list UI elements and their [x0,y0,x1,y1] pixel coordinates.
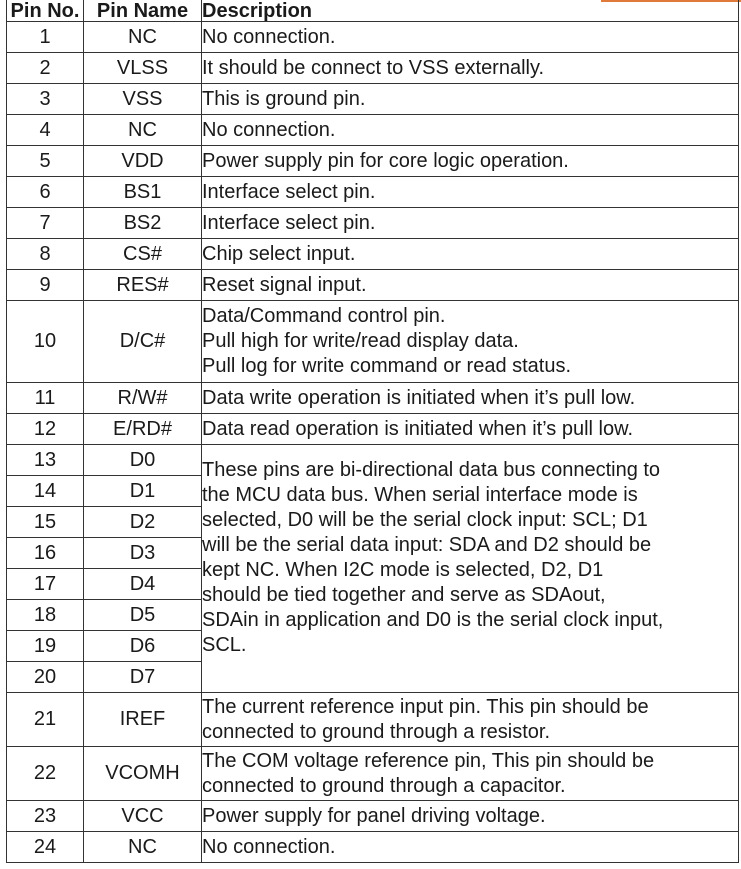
pin-number: 18 [7,600,84,631]
pin-description [202,383,739,414]
pin-name: RES# [84,270,202,301]
header-row [7,0,739,22]
pin-description [202,693,739,747]
pin-name: NC [84,115,202,146]
pin-description [202,747,739,801]
table-row [7,270,739,301]
pin-description [202,832,739,863]
description-line: No connection. [202,25,336,48]
pin-number: 7 [7,208,84,239]
description-line: Chip select input. [202,242,356,265]
description-line: No connection. [202,118,336,141]
pin-number: 21 [7,693,84,747]
pin-number: 22 [7,747,84,801]
pin-name: D0 [84,445,202,476]
description-line: The current reference input pin. This pin should be [202,695,649,718]
pin-description [202,146,739,177]
description-line: Data write operation is initiated when it’s pull low. [202,386,636,409]
description-line: will be the serial data input: SDA and D2 should be [202,533,652,556]
description-line: Power supply pin for core logic operation. [202,149,569,172]
table-row [7,115,739,146]
pin-description [202,177,739,208]
pin-name: VLSS [84,53,202,84]
description-line: These pins are bi-directional data bus connecting to [202,458,661,481]
pin-name: D2 [84,507,202,538]
pin-number: 4 [7,115,84,146]
pin-number: 17 [7,569,84,600]
pin-number: 3 [7,84,84,115]
description-line: Data/Command control pin. [202,305,446,327]
pin-name: VCOMH [84,747,202,801]
pin-number: 5 [7,146,84,177]
pin-description [202,53,739,84]
description-line: Pull log for write command or read status. [202,355,572,377]
pin-description [202,84,739,115]
pin-name: E/RD# [84,414,202,445]
pin-number: 8 [7,239,84,270]
pin-name: D/C# [84,301,202,383]
pin-number: 11 [7,383,84,414]
pin-name: VSS [84,84,202,115]
pin-description [202,115,739,146]
pin-number: 23 [7,801,84,832]
pin-number: 6 [7,177,84,208]
table-row [7,801,739,832]
pin-name: NC [84,832,202,863]
table-row [7,832,739,863]
pin-name: D6 [84,631,202,662]
description-line: selected, D0 will be the serial clock input: SCL; D1 [202,508,648,531]
table-row [7,301,739,383]
description-line: It should be connect to VSS externally. [202,56,545,79]
pin-number: 9 [7,270,84,301]
table-row [7,414,739,445]
description-line: connected to ground through a capacitor. [202,774,566,797]
table-row [7,84,739,115]
description-line: Reset signal input. [202,273,367,296]
pin-name: D7 [84,662,202,693]
pin-description [202,22,739,53]
pin-name: D3 [84,538,202,569]
header-description: Description [202,0,739,22]
description-line: Interface select pin. [202,180,376,203]
description-line: kept NC. When I2C mode is selected, D2, D1 [202,558,604,581]
pin-name: IREF [84,693,202,747]
table-row [7,146,739,177]
pin-description [202,270,739,301]
description-line: Power supply for panel driving voltage. [202,804,546,827]
description-line: The COM voltage reference pin, This pin should be [202,749,655,772]
table-row [7,747,739,801]
pin-description [202,801,739,832]
pin-number: 19 [7,631,84,662]
table-row [7,208,739,239]
pin-number: 1 [7,22,84,53]
table-row [7,693,739,747]
description-line: SCL. [202,633,247,656]
pin-number: 14 [7,476,84,507]
pin-number: 2 [7,53,84,84]
header-pin-name: Pin Name [84,0,202,22]
table-body [7,22,739,863]
description-line: SDAin in application and D0 is the serial clock input, [202,608,664,631]
description-line: No connection. [202,835,336,858]
pin-description [202,208,739,239]
description-line: This is ground pin. [202,87,366,110]
pin-number: 12 [7,414,84,445]
pin-description [202,301,739,383]
pin-name: VDD [84,146,202,177]
pin-description-table [6,0,739,863]
pin-number: 10 [7,301,84,383]
pin-name: BS2 [84,208,202,239]
table-row [7,53,739,84]
table-row [7,239,739,270]
pin-description [202,239,739,270]
pin-description [202,414,739,445]
pin-number: 16 [7,538,84,569]
pin-name: NC [84,22,202,53]
table-row [7,383,739,414]
table-row [7,445,739,476]
pin-number: 24 [7,832,84,863]
description-line: Data read operation is initiated when it’s pull low. [202,417,633,440]
pin-number: 15 [7,507,84,538]
pin-name: R/W# [84,383,202,414]
pin-description [202,445,739,693]
pin-name: D5 [84,600,202,631]
pin-name: D4 [84,569,202,600]
pin-name: CS# [84,239,202,270]
pin-number: 20 [7,662,84,693]
pin-name: D1 [84,476,202,507]
description-line: Interface select pin. [202,211,376,234]
table-row [7,22,739,53]
description-line: connected to ground through a resistor. [202,720,551,743]
pin-name: BS1 [84,177,202,208]
table-row [7,177,739,208]
pin-name: VCC [84,801,202,832]
header-pin-no: Pin No. [7,0,84,22]
pin-number: 13 [7,445,84,476]
description-line: should be tied together and serve as SDAout, [202,583,606,606]
description-line: Pull high for write/read display data. [202,330,519,352]
description-line: the MCU data bus. When serial interface mode is [202,483,638,506]
